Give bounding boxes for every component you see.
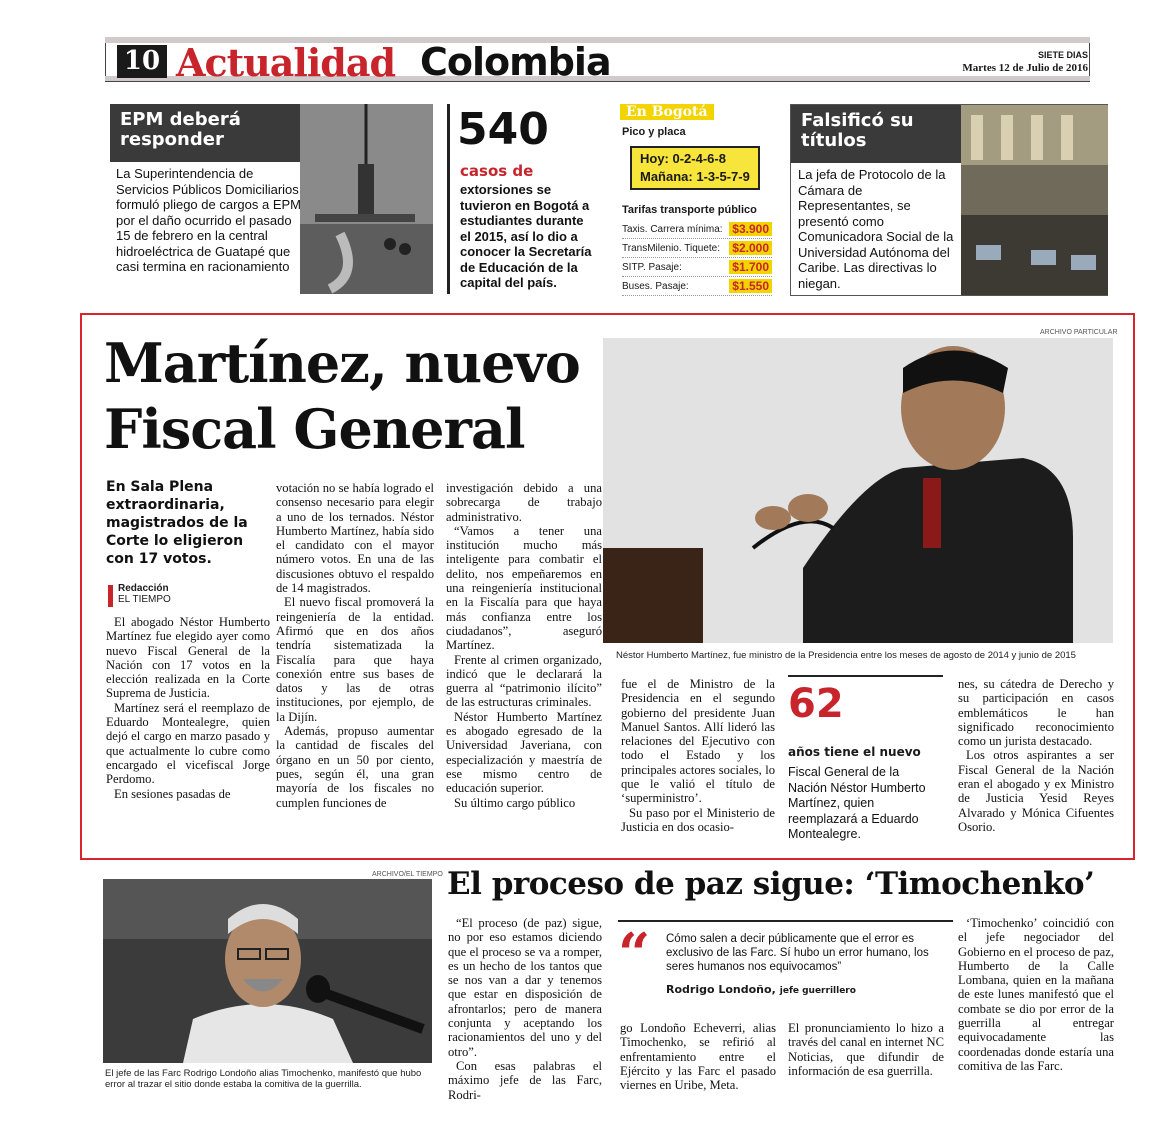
- main-col-3: [446, 481, 602, 810]
- paragraph: Néstor Humberto Martínez es abogado egresado de la Universidad Javeriana, con especialización y maestría de ese mismo centro de educación superior.: [446, 709, 602, 796]
- brief-epm-text: La Superintendencia de Servicios Públicos Domiciliarios formuló pliego de cargos a EPM por el daño ocurrido el pasado 15 de febrero en la central hidroeléctrica de Guatapé que casi termina en racionamiento: [116, 166, 301, 274]
- paragraph: Su último cargo público: [454, 795, 576, 810]
- brief-falsifico-title: Falsificó su títulos: [791, 105, 961, 163]
- second-photo-caption: El jefe de las Farc Rodrigo Londoño alias Timochenko, manifestó que hubo error al trazar el sitio donde estaba la comitiva de la guerrilla.: [105, 1068, 422, 1090]
- second-headline: El proceso de paz sigue: ‘Timochenko’: [447, 866, 1095, 902]
- tarifas-list: [622, 220, 772, 296]
- byline: [118, 583, 171, 605]
- tarifa-label: Taxis. Carrera mínima:: [622, 223, 723, 235]
- main-col-6: [958, 677, 1114, 834]
- brief-bogota: [620, 104, 770, 299]
- tarifa-label: Buses. Pasaje:: [622, 280, 689, 292]
- paragraph: Con esas palabras el máximo jefe de las Farc, Rodri-: [448, 1058, 602, 1102]
- second-col-3: [788, 1021, 944, 1078]
- tarifa-price: $1.700: [729, 260, 772, 274]
- paragraph: Además, propuso aumentar la cantidad de fiscales del órgano en un 50 por ciento, pues, según él, una gran mayoría de los fiscales no cumplen funciones de: [276, 724, 434, 810]
- paragraph: “El proceso (de paz) sigue, no por eso estamos diciendo que el proceso se va a romper, es un hecho de los tantos que se nos van a dar y tenemos que estar en disposición de afrontarlos; pero de manera conjunta y aceptando los racionamientos del uno y del otro”.: [448, 916, 602, 1059]
- paragraph: investigación debido a una sobrecarga de trabajo administrativo.: [446, 481, 602, 524]
- paragraph: Martínez será el reemplazo de Eduardo Montealegre, quien dejó el cargo en marzo pasado y que actualmente lo cubre como encargado el vicefiscal Jorge Perdomo.: [106, 700, 270, 787]
- section-subtitle: Colombia: [420, 40, 611, 84]
- main-photo-caption: Néstor Humberto Martínez, fue ministro de la Presidencia entre los meses de agosto de 2014 y junio de 2015: [616, 650, 1076, 661]
- page-number: 10: [117, 45, 167, 78]
- brief-epm: [110, 104, 433, 294]
- paragraph: votación no se había logrado el consenso necesario para elegir a uno de los ternados. Néstor Humberto Martínez, había sido el candidato con el mayor número votos. En una de las discusiones obtuvo el respaldo de 14 magistrados.: [276, 481, 434, 596]
- second-photo: [103, 879, 432, 1063]
- pico-placa-manana: Mañana: 1-3-5-7-9: [640, 169, 750, 184]
- main-headline-line2: Fiscal General: [104, 397, 525, 461]
- stat-540: 540: [457, 104, 549, 155]
- stat-540-label: casos de: [460, 162, 534, 180]
- tarifa-row: [622, 258, 772, 277]
- paragraph: El abogado Néstor Humberto Martínez fue elegido ayer como nuevo Fiscal General de la Nación con 17 votos en la elección realizada en la Corte Suprema de Justicia.: [106, 615, 270, 701]
- main-photo: [603, 338, 1113, 643]
- stat-62: 62: [788, 681, 844, 727]
- paragraph: En sesiones pasadas de: [114, 786, 231, 801]
- main-lede: En Sala Plena extraordinaria, magistrados de la Corte lo eligieron con 17 votos.: [106, 479, 248, 567]
- second-col-4: [958, 916, 1114, 1073]
- main-col-2: [276, 481, 434, 810]
- paragraph: nes, su cátedra de Derecho y su participación en casos emblemáticos le han significado reconocimiento como un jurista destacado.: [958, 677, 1114, 749]
- main-headline-line1: Martínez, nuevo: [104, 331, 580, 395]
- byline-label: Redacción: [118, 583, 169, 594]
- paragraph: Su paso por el Ministerio de Justicia en dos ocasio-: [621, 805, 775, 834]
- quote-icon: “: [618, 921, 651, 987]
- paragraph: ‘Timochenko’ coincidió con el jefe negociador del Gobierno en el proceso de paz, Humberto de la Calle Lombana, quien en la mañana de este lunes manifestó que el combate se dio por error de la guerrilla al entregar equivocadamente las coordenadas donde estaría una comitiva de las Farc.: [958, 916, 1114, 1073]
- tarifa-price: $3.900: [729, 222, 772, 236]
- brief-epm-title: EPM deberá responder: [110, 104, 300, 162]
- tarifa-price: $1.550: [729, 279, 772, 293]
- byline-marker: [108, 585, 113, 607]
- paragraph: Los otros aspirantes a ser Fiscal General de la Nación eran el abogado y ex Ministro de Justicia Yesid Reyes Alvarado y Mónica Cifuentes Osorio.: [958, 748, 1114, 834]
- stat-box: [788, 675, 943, 841]
- tarifa-row: [622, 220, 772, 239]
- paragraph: “Vamos a tener una institución mucho más inteligente para combatir el delito, nos empeñaremos en una reingeniería institucional en la Fiscalía para que haya más confianza entre los ciudadanos”, aseguró Martínez.: [446, 523, 602, 653]
- quote-author: Rodrigo Londoño,: [666, 983, 776, 996]
- tarifa-row: [622, 277, 772, 296]
- publication-name: SIETE DIAS: [1037, 50, 1088, 60]
- main-col-4: [621, 677, 775, 834]
- bogota-tag: En Bogotá: [620, 104, 714, 120]
- stat-62-text: Fiscal General de la Nación Néstor Humberto Martínez, quien reemplazará a Eduardo Montealegre.: [788, 765, 926, 841]
- brief-extorsiones-text: extorsiones se tuvieron en Bogotá a estudiantes durante el 2015, así lo dio a conocer la Secretaría de Educación de la capital del país.: [460, 182, 592, 290]
- section-title: Actualidad: [176, 40, 396, 85]
- paragraph: El pronunciamiento lo hizo a través del canal en internet NC Noticias, que difundir de información de esa guerrilla.: [788, 1021, 944, 1078]
- divider: [447, 104, 450, 294]
- quote-text: Cómo salen a decir públicamente que el error es exclusivo de las Farc. Sí hubo un error humano, los seres humanos nos equivocamos”: [666, 933, 929, 973]
- tarifa-price: $2.000: [729, 241, 772, 255]
- second-photo-credit: ARCHIVO/EL TIEMPO: [372, 871, 443, 878]
- byline-source: EL TIEMPO: [118, 594, 171, 605]
- brief-extorsiones: [455, 104, 595, 294]
- paragraph: Frente al crimen organizado, indicó que le declarará la guerra al “patrimonio ilícito” de las estructuras criminales.: [446, 652, 602, 710]
- tarifas-title: Tarifas transporte público: [622, 204, 757, 216]
- second-col-2: [620, 1021, 776, 1092]
- publication-date: Martes 12 de Julio de 2016: [962, 62, 1088, 74]
- pico-placa-box: [630, 146, 760, 190]
- second-col-1: [448, 916, 602, 1102]
- paragraph: go Londoño Echeverri, alias Timochenko, se refirió al enfrentamiento entre el Ejército y las Farc el pasado viernes en Uribe, Meta.: [620, 1021, 776, 1093]
- main-headline: [104, 330, 580, 462]
- main-col-1: [106, 615, 270, 801]
- tarifa-label: SITP. Pasaje:: [622, 261, 682, 273]
- quote-attribution: [666, 980, 856, 998]
- stat-62-bold: años tiene el nuevo: [788, 745, 921, 759]
- pico-placa-hoy: Hoy: 0-2-4-6-8: [640, 151, 726, 166]
- quote-role: jefe guerrillero: [779, 986, 856, 996]
- brief-falsifico: [790, 104, 1108, 296]
- brief-falsifico-photo: [961, 105, 1108, 295]
- pull-quote: [618, 920, 953, 1010]
- brief-falsifico-text: La jefa de Protocolo de la Cámara de Representantes, se presentó como Comunicadora Social de la Universidad Autónoma del Caribe. Las directivas lo niegan.: [798, 167, 954, 291]
- paragraph: El nuevo fiscal promoverá la reingeniería de la entidad. Afirmó que en dos años tendría sistematizada la Fiscalía para que haya conexión entre sus bases de datos y las de otras instituciones, por ejemplo, de la Dijín.: [276, 595, 434, 724]
- main-photo-credit: ARCHIVO PARTICULAR: [1040, 329, 1118, 336]
- paragraph: fue el de Ministro de la Presidencia en el segundo gobierno del presidente Juan Manuel Santos. Allí lideró las relaciones del Ejecutivo con todo el Estado y los principales actores sociales, lo que le valió el título de ‘superministro’.: [621, 677, 775, 806]
- pico-placa-title: Pico y placa: [622, 126, 686, 138]
- tarifa-label: TransMilenio. Tiquete:: [622, 242, 721, 254]
- tarifa-row: [622, 239, 772, 258]
- brief-epm-photo: [300, 104, 433, 294]
